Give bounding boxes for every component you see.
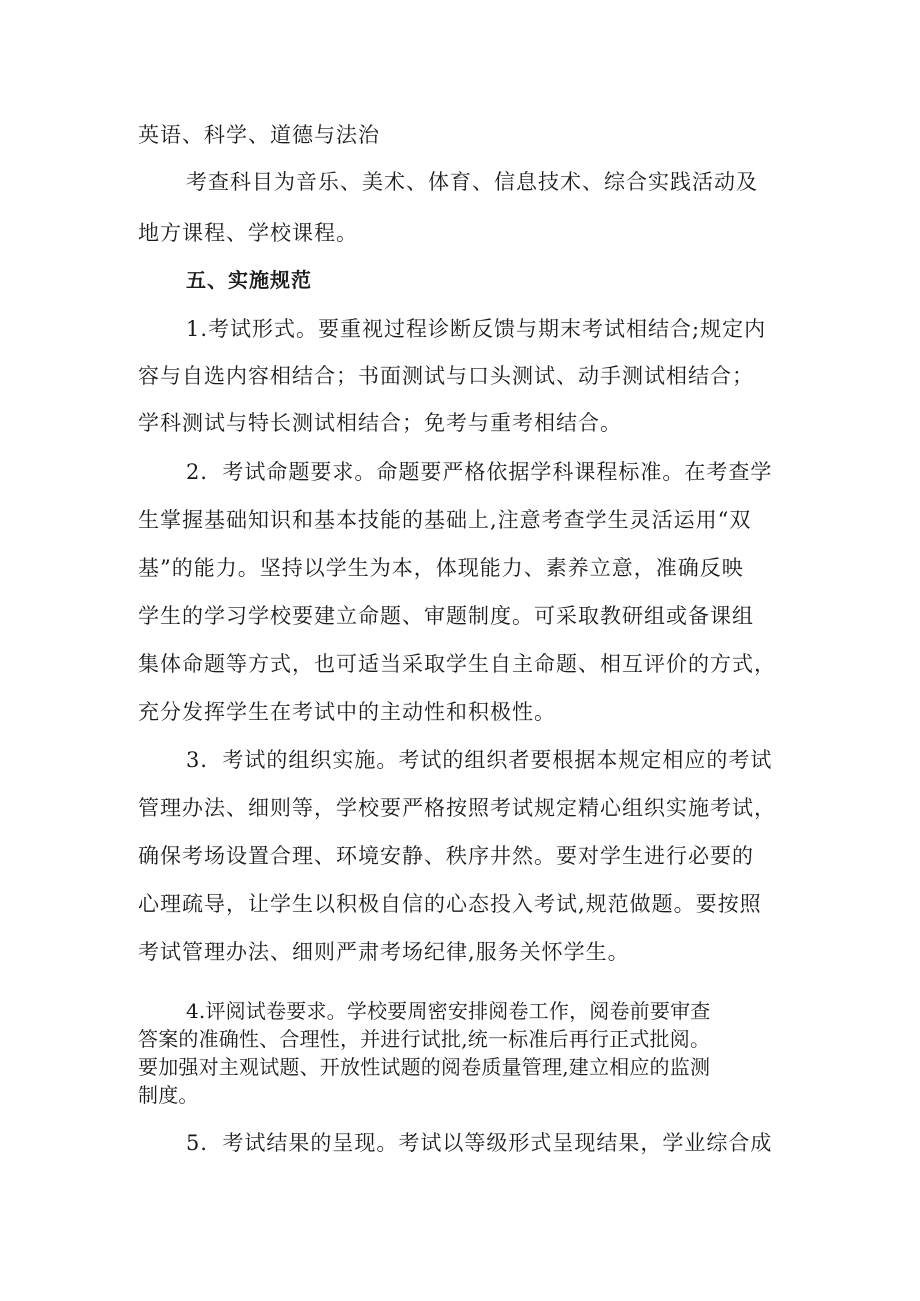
text-line: 英语、科学、道德与法治: [138, 123, 380, 147]
text-line: 考试管理办法、细则严肃考场纪律,服务关怀学生。: [138, 940, 630, 964]
text-line: 学生的学习学校要建立命题、审题制度。可采取教研组或备课组: [138, 604, 754, 628]
text-line: 4.评阅试卷要求。学校要周密安排阅卷工作，阅卷前要审查: [186, 999, 711, 1023]
text-line: 管理办法、细则等，学校要严格按照考试规定精心组织实施考试，: [138, 796, 776, 820]
text-line: 5．考试结果的呈现。考试以等级形式呈现结果，学业综合成: [186, 1131, 773, 1155]
text-line: 1.考试形式。要重视过程诊断反馈与期末考试相结合;规定内: [186, 317, 767, 341]
text-line: 2．考试命题要求。命题要严格依据学科课程标准。在考查学: [186, 460, 773, 484]
text-line: 集体命题等方式，也可适当采取学生自主命题、相互评价的方式，: [138, 652, 776, 676]
text-line: 容与自选内容相结合；书面测试与口头测试、动手测试相结合；: [138, 364, 754, 388]
section-heading: 五、实施规范: [186, 268, 312, 292]
text-line: 地方课程、学校课程。: [138, 221, 358, 245]
text-line: 确保考场设置合理、环境安静、秩序井然。要对学生进行必要的: [138, 844, 754, 868]
text-line: 要加强对主观试题、开放性试题的阅卷质量管理,建立相应的监测: [138, 1055, 711, 1079]
text-line: 基”的能力。坚持以学生为本，体现能力、素养立意，准确反映: [138, 556, 744, 580]
text-line: 心理疏导，让学生以积极自信的心态投入考试,规范做题。要按照: [138, 892, 762, 916]
text-line: 充分发挥学生在考试中的主动性和积极性。: [138, 700, 556, 724]
text-line: 学科测试与特长测试相结合；免考与重考相结合。: [138, 411, 622, 435]
text-line: 生掌握基础知识和基本技能的基础上,注意考查学生灵活运用“双: [138, 508, 752, 532]
text-line: 考查科目为音乐、美术、体育、信息技术、综合实践活动及: [186, 170, 758, 194]
text-line: 制度。: [138, 1083, 199, 1107]
text-line: 答案的准确性、合理性，并进行试批,统一标准后再行正式批阅。: [138, 1027, 711, 1051]
text-line: 3．考试的组织实施。考试的组织者要根据本规定相应的考试: [186, 748, 773, 772]
